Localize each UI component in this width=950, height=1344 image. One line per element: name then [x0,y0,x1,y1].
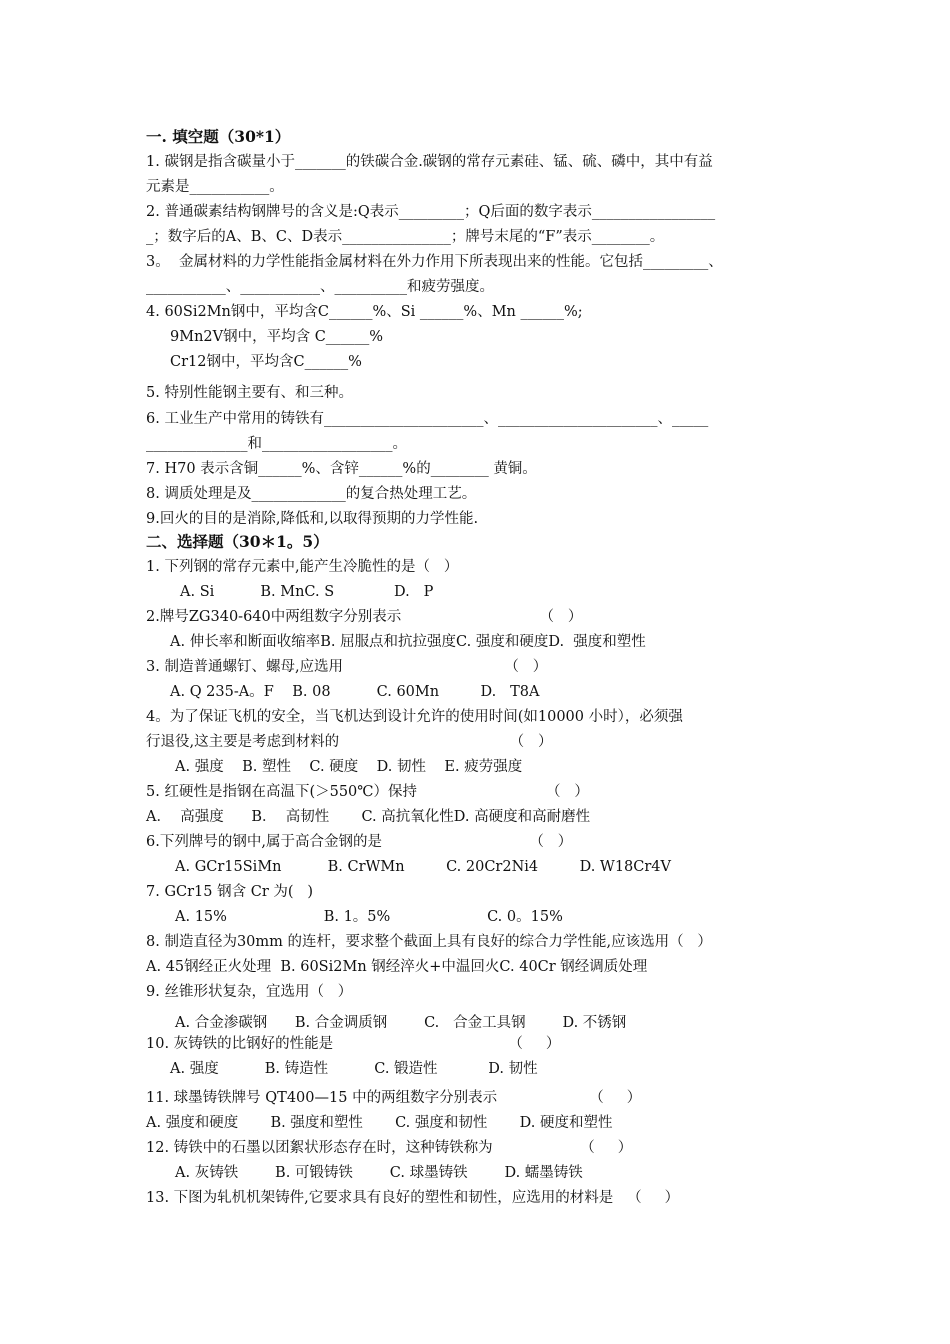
s1-line: 元素是___________。 [146,179,284,195]
s1-line: 3。 金属材料的力学性能指金属材料在外力作用下所表现出来的性能。它包括_________、 [146,254,723,270]
s1-line: 4. 60Si2Mn钢中，平均含C______%、Si ______%、Mn ______%; [146,304,583,320]
s1-line: _；数字后的A、B、C、D表示_______________；牌号末尾的“F”表示________。 [146,229,665,245]
s1-line: ___________、___________、__________和疲劳强度。 [146,279,494,295]
s2-line: A. 45钢经正火处理 B. 60Si2Mn 钢经淬火+中温回火C. 40Cr 钢经调质处理 [146,959,648,975]
s2-line: 3. 制造普通螺钉、螺母,应选用 （ ） [146,659,548,675]
s2-line: 11. 球墨铸铁牌号 QT400—15 中的两组数字分别表示 （ ） [146,1090,642,1106]
s2-line: 2.牌号ZG340-640中两组数字分别表示 （ ） [146,609,583,625]
s2-line: 行退役,这主要是考虑到材料的 （ ） [146,734,553,750]
s1-line: ______________和__________________。 [146,436,407,452]
s2-line: A. Q 235-A。F B. 08 C. 60Mn D. T8A [170,684,540,700]
s2-line: 10. 灰铸铁的比钢好的性能是 （ ） [146,1036,561,1052]
s2-line: 7. GCr15 钢含 Cr 为( ) [146,884,313,900]
s1-line: 7. H70 表示含铜______%、含锌______%的________ 黄铜。 [146,461,537,477]
s1-line: 1. 碳钢是指含碳量小于_______的铁碳合金.碳钢的常存元素硅、锰、硫、磷中，其中有益 [146,154,713,170]
s2-line: A. 强度和硬度 B. 强度和塑性 C. 强度和韧性 D. 硬度和塑性 [146,1115,613,1131]
s2-line: 13. 下图为轧机机架铸件,它要求具有良好的塑性和韧性，应选用的材料是 （ ） [146,1190,680,1206]
s2-line: A. 灰铸铁 B. 可锻铸铁 C. 球墨铸铁 D. 蠕墨铸铁 [175,1165,583,1181]
s1-line: Cr12钢中，平均含C______% [170,354,362,370]
section2-title: 二、选择题（30＊1。5） [146,532,329,551]
s1-line: 6. 工业生产中常用的铸铁有______________________、______________________、_____ [146,411,709,427]
s1-line: 9.回火的目的是消除,降低和,以取得预期的力学性能. [146,511,479,527]
s2-line: A. 合金渗碳钢 B. 合金调质钢 C. 合金工具钢 D. 不锈钢 [175,1015,627,1031]
s2-line: A. 15% B. 1。5% C. 0。15% [175,909,563,925]
s2-line: 4。为了保证飞机的安全，当飞机达到设计允许的使用时间(如10000 小时），必须强 [146,709,683,725]
s2-line: 1. 下列钢的常存元素中,能产生冷脆性的是（ ） [146,559,459,575]
s1-line: 2. 普通碳素结构钢牌号的含义是:Q表示_________；Q后面的数字表示_________________ [146,204,716,220]
s2-line: A． 高强度 B． 高韧性 C. 高抗氧化性D. 高硬度和高耐磨性 [146,809,591,825]
s2-line: A. 强度 B. 铸造性 C. 锻造性 D. 韧性 [170,1061,538,1077]
s2-line: A. GCr15SiMn B. CrWMn C. 20Cr2Ni4 D. W18Cr4V [175,859,672,875]
s2-line: 9. 丝锥形状复杂，宜选用（ ） [146,984,353,1000]
s2-line: 5. 红硬性是指钢在高温下(＞550℃）保持 （ ） [146,784,589,800]
s2-line: 8. 制造直径为30mm 的连杆，要求整个截面上具有良好的综合力学性能,应该选用（ ） [146,934,712,950]
s2-line: 12. 铸铁中的石墨以团絮状形态存在时，这种铸铁称为 （ ） [146,1140,633,1156]
s1-line: 8. 调质处理是及_____________的复合热处理工艺。 [146,486,477,502]
s2-line: 6.下列牌号的钢中,属于高合金钢的是 （ ） [146,834,573,850]
s1-line: 5. 特别性能钢主要有、和三种。 [146,385,353,401]
section1-title: 一. 填空题（30*1） [146,127,291,146]
s2-line: A. 伸长率和断面收缩率B. 屈服点和抗拉强度C. 强度和硬度D. 强度和塑性 [170,634,646,650]
s1-line: 9Mn2V钢中，平均含 C______% [170,329,384,345]
s2-line: A. 强度 B. 塑性 C. 硬度 D. 韧性 E. 疲劳强度 [175,759,523,775]
s2-line: A. Si B. MnC. S D. P [180,584,434,600]
